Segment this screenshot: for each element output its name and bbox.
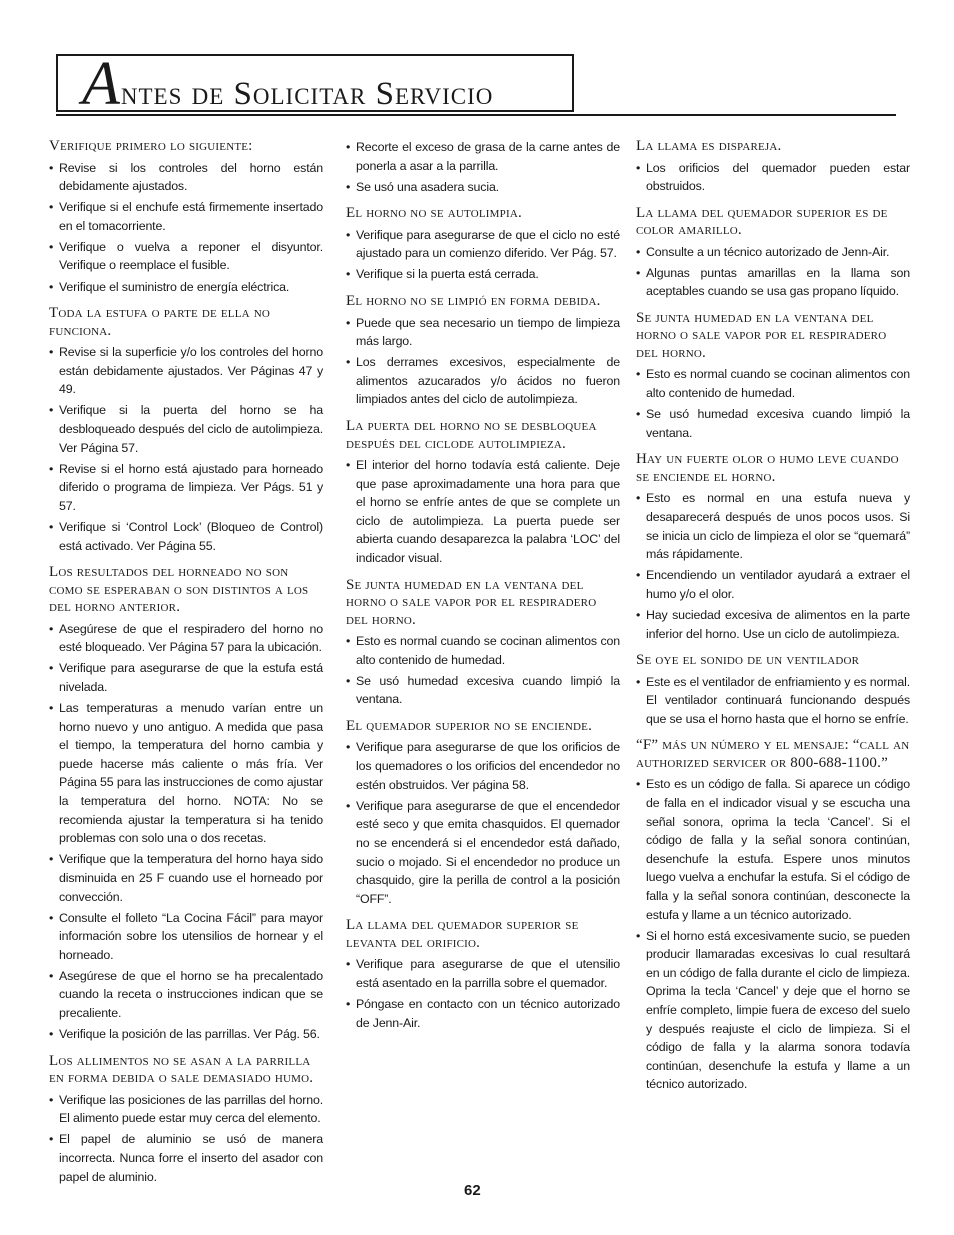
bullet-item: • Verifique si el enchufe está firmemente insertado en el tomacorriente. — [49, 198, 323, 235]
bullet-list — [346, 456, 620, 568]
bullet-item: • Verifique si la puerta del horno se ha desbloqueado después del ciclo de autolimpieza. Ver Página 57. — [49, 401, 323, 457]
bullet-list — [636, 159, 910, 196]
bullet-item: • Verifique para asegurarse de que la estufa está nivelada. — [49, 659, 323, 696]
troubleshooting-section — [346, 418, 620, 568]
section-heading: Se junta humedad en la ventana del horno o sale vapor por el respiradero del horno. — [346, 576, 597, 628]
bullet-list — [49, 159, 323, 297]
bullet-item: • Este es el ventilador de enfriamiento y es normal. El ventilador continuará funcionando después que se usa el horno hasta que el horno se enfríe. — [636, 673, 910, 729]
bullet-item: • Verifique para asegurarse de que el ciclo no esté ajustado para un comienzo diferido. Ver Pág. 57. — [346, 226, 620, 263]
bullet-item: • Asegúrese de que el horno se ha precalentado cuando la receta o instrucciones indican que se precaliente. — [49, 967, 323, 1023]
bullet-item: • Los derrames excesivos, especialmente de alimentos azucarados y/o ácidos no fueron limpiados antes del ciclo de autolimpieza. — [346, 353, 620, 409]
bullet-item: • Revise si el horno está ajustado para horneado diferido o programa de limpieza. Ver Págs. 51 y 57. — [49, 460, 323, 516]
section-heading: La llama es dispareja. — [636, 138, 782, 154]
bullet-item: • Se usó humedad excesiva cuando limpió la ventana. — [636, 405, 910, 442]
bullet-list — [49, 1091, 323, 1186]
bullet-item: • Puede que sea necesario un tiempo de limpieza más largo. — [346, 314, 620, 351]
bullet-item: • Verifique para asegurarse de que los orificios de los quemadores o los orificios del encendedor no estén obstruidos. Ver página 58. — [346, 738, 620, 794]
troubleshooting-section — [636, 310, 910, 442]
troubleshooting-section — [346, 205, 620, 284]
section-heading: Los resultados del horneado no son como se esperaban o son distintos a los del horno anterior. — [49, 564, 309, 616]
bullet-item: • Se usó humedad excesiva cuando limpió la ventana. — [346, 672, 620, 709]
bullet-item: • Consulte a un técnico autorizado de Jenn-Air. — [636, 243, 910, 262]
section-heading: Se oye el sonido de un ventilador — [636, 652, 860, 669]
bullet-list — [346, 955, 620, 1032]
title-rule — [56, 114, 896, 116]
bullet-item: • Esto es normal en una estufa nueva y desaparecerá después de unos pocos usos. Si se inicia un ciclo de limpieza el olor se “quemará” más rápidamente. — [636, 489, 910, 563]
bullet-item: • Si el horno está excesivamente sucio, se pueden producir llamaradas excesivas lo cual resultará en un código de falla durante el ciclo de limpieza. Oprima la tecla ‘Cancel’ y deje que el horno se enfríe completo, limpie fuera de exceso del suelo y después reajuste el ciclo de limpieza. Si el código de falla y la alarma sonora todavía continúan, desenchufe la estufa y llame a un técnico autorizado. — [636, 927, 910, 1094]
section-heading: La puerta del horno no se desbloquea después del ciclode autolimpieza. — [346, 418, 597, 452]
bullet-list — [49, 620, 323, 1044]
troubleshooting-section — [49, 305, 323, 555]
bullet-item: • Póngase en contacto con un técnico autorizado de Jenn-Air. — [346, 995, 620, 1032]
title-box — [56, 50, 574, 118]
bullet-item: • Se usó una asadera sucia. — [346, 178, 620, 197]
bullet-list — [346, 738, 620, 908]
section-heading: Verifique primero lo siguiente: — [49, 138, 253, 154]
bullet-item: • Verifique o vuelva a reponer el disyuntor. Verifique o reemplace el fusible. — [49, 238, 323, 275]
bullet-list — [346, 138, 620, 196]
bullet-list — [636, 243, 910, 301]
bullet-item: • Verifique si ‘Control Lock’ (Bloqueo de Control) está activado. Ver Página 55. — [49, 518, 323, 555]
troubleshooting-section — [636, 138, 910, 196]
section-heading: La llama del quemador superior es de color amarillo. — [636, 204, 888, 239]
title-dropcap: A — [82, 50, 121, 118]
bullet-item: • Verifique que la temperatura del horno haya sido disminuida en 25 F cuando use el horneado por convección. — [49, 850, 323, 906]
bullet-list — [636, 673, 910, 729]
bullet-item: • El interior del horno todavía está caliente. Deje que pase aproximadamente una hora para que el horno se enfríe antes de que se complete un ciclo de autolimpieza. La puerta puede ser abierta cuando desaparezca la palabra ‘LOC’ del indicador visual. — [346, 456, 620, 568]
section-heading: El horno no se autolimpia. — [346, 205, 522, 222]
bullet-list — [346, 632, 620, 709]
section-heading: El horno no se limpió en forma debida. — [346, 293, 601, 310]
troubleshooting-section — [636, 652, 910, 728]
bullet-item: • Los orificios del quemador pueden estar obstruidos. — [636, 159, 910, 196]
troubleshooting-section — [346, 138, 620, 196]
section-heading: Se junta humedad en la ventana del horno o sale vapor por el respiradero del horno. — [636, 309, 887, 361]
troubleshooting-section — [346, 293, 620, 409]
section-heading: “F” más un número y el mensaje: “call an authorized servicer or 800-688-1100.” — [636, 737, 910, 771]
troubleshooting-section — [49, 564, 323, 1044]
bullet-item: • Revise si la superficie y/o los controles del horno están debidamente ajustados. Ver Páginas 47 y 49. — [49, 343, 323, 399]
bullet-item: • Consulte el folleto “La Cocina Fácil” para mayor información sobre los utensilios de hornear y el horneado. — [49, 909, 323, 965]
page-title — [82, 50, 494, 120]
column-1 — [49, 138, 323, 1195]
bullet-list — [636, 365, 910, 442]
bullet-item: • Verifique si la puerta está cerrada. — [346, 265, 620, 284]
title-rest: ntes de Solicitar Servicio — [120, 76, 494, 112]
bullet-list — [346, 314, 620, 409]
section-heading: Hay un fuerte olor o humo leve cuando se enciende el horno. — [636, 451, 899, 485]
bullet-item: • Verifique el suministro de energía eléctrica. — [49, 278, 323, 297]
bullet-item: • Las temperaturas a menudo varían entre un horno nuevo y uno antiguo. A medida que pasa el tiempo, la temperatura del horno cambia y puede hacerse más caliente o más fría. Ver Página 55 para las instrucciones de como ajustar la temperatura del horno. NOTA: No se recomienda ajustar la temperatura si ha tenido problemas con solo una o dos recetas. — [49, 699, 323, 848]
bullet-list — [636, 489, 910, 643]
bullet-item: • Asegúrese de que el respiradero del horno no esté bloqueado. Ver Página 57 para la ubicación. — [49, 620, 323, 657]
bullet-list — [346, 226, 620, 284]
bullet-item: • Hay suciedad excesiva de alimentos en la parte inferior del horno. Use un ciclo de autolimpieza. — [636, 606, 910, 643]
bullet-item: • Verifique la posición de las parrillas. Ver Pág. 56. — [49, 1025, 323, 1044]
bullet-item: • Verifique las posiciones de las parrillas del horno. El alimento puede estar muy cerca del elemento. — [49, 1091, 323, 1128]
troubleshooting-section — [636, 205, 910, 301]
bullet-list — [636, 775, 910, 1094]
section-heading: La llama del quemador superior se levanta del orificio. — [346, 917, 579, 951]
column-2 — [346, 138, 620, 1041]
troubleshooting-section — [636, 737, 910, 1094]
bullet-item: • Esto es normal cuando se cocinan alimentos con alto contenido de humedad. — [346, 632, 620, 669]
bullet-item: • Verifique para asegurarse de que el encendedor esté seco y que emita chasquidos. El quemador no se encenderá si el encendedor está dañado, sucio o mojado. Si el encendedor no produce un chasquido, gire la perilla de control a la posición “OFF”. — [346, 797, 620, 909]
bullet-item: • Revise si los controles del horno están debidamente ajustados. — [49, 159, 323, 196]
bullet-item: • Recorte el exceso de grasa de la carne antes de ponerla a asar a la parrilla. — [346, 138, 620, 175]
troubleshooting-section — [346, 718, 620, 908]
bullet-item: • Algunas puntas amarillas en la llama son aceptables cuando se usa gas propano líquido. — [636, 264, 910, 301]
section-heading: Los allimentos no se asan a la parrilla en forma debida o sale demasiado humo. — [49, 1052, 314, 1087]
page-number: 62 — [464, 1182, 481, 1199]
troubleshooting-section — [346, 917, 620, 1032]
troubleshooting-section — [636, 451, 910, 643]
bullet-item: • Esto es normal cuando se cocinan alimentos con alto contenido de humedad. — [636, 365, 910, 402]
bullet-list — [49, 343, 323, 555]
bullet-item: • Encendiendo un ventilador ayudará a extraer el humo y/o el olor. — [636, 566, 910, 603]
troubleshooting-section — [49, 138, 323, 296]
column-3 — [636, 138, 910, 1103]
troubleshooting-section — [346, 577, 620, 709]
troubleshooting-section — [49, 1053, 323, 1186]
bullet-item: • Verifique para asegurarse de que el utensilio está asentado en la parrilla sobre el quemador. — [346, 955, 620, 992]
section-heading: El quemador superior no se enciende. — [346, 717, 593, 734]
bullet-item: • El papel de aluminio se usó de manera incorrecta. Nunca forre el inserto del asador con papel de aluminio. — [49, 1130, 323, 1186]
section-heading: Toda la estufa o parte de ella no funciona. — [49, 305, 271, 339]
bullet-item: • Esto es un código de falla. Si aparece un código de falla en el indicador visual y se escucha una señal sonora, oprima la tecla ‘Cancel’. Si el código de falla y la señal sonora continúan, desenchufe la estufa. Espere unos minutos luego vuelva a enchufar la estufa. Si el código de falla y la señal sonora continúan, desconecte la estufa y llame a un técnico autorizado. — [636, 775, 910, 924]
